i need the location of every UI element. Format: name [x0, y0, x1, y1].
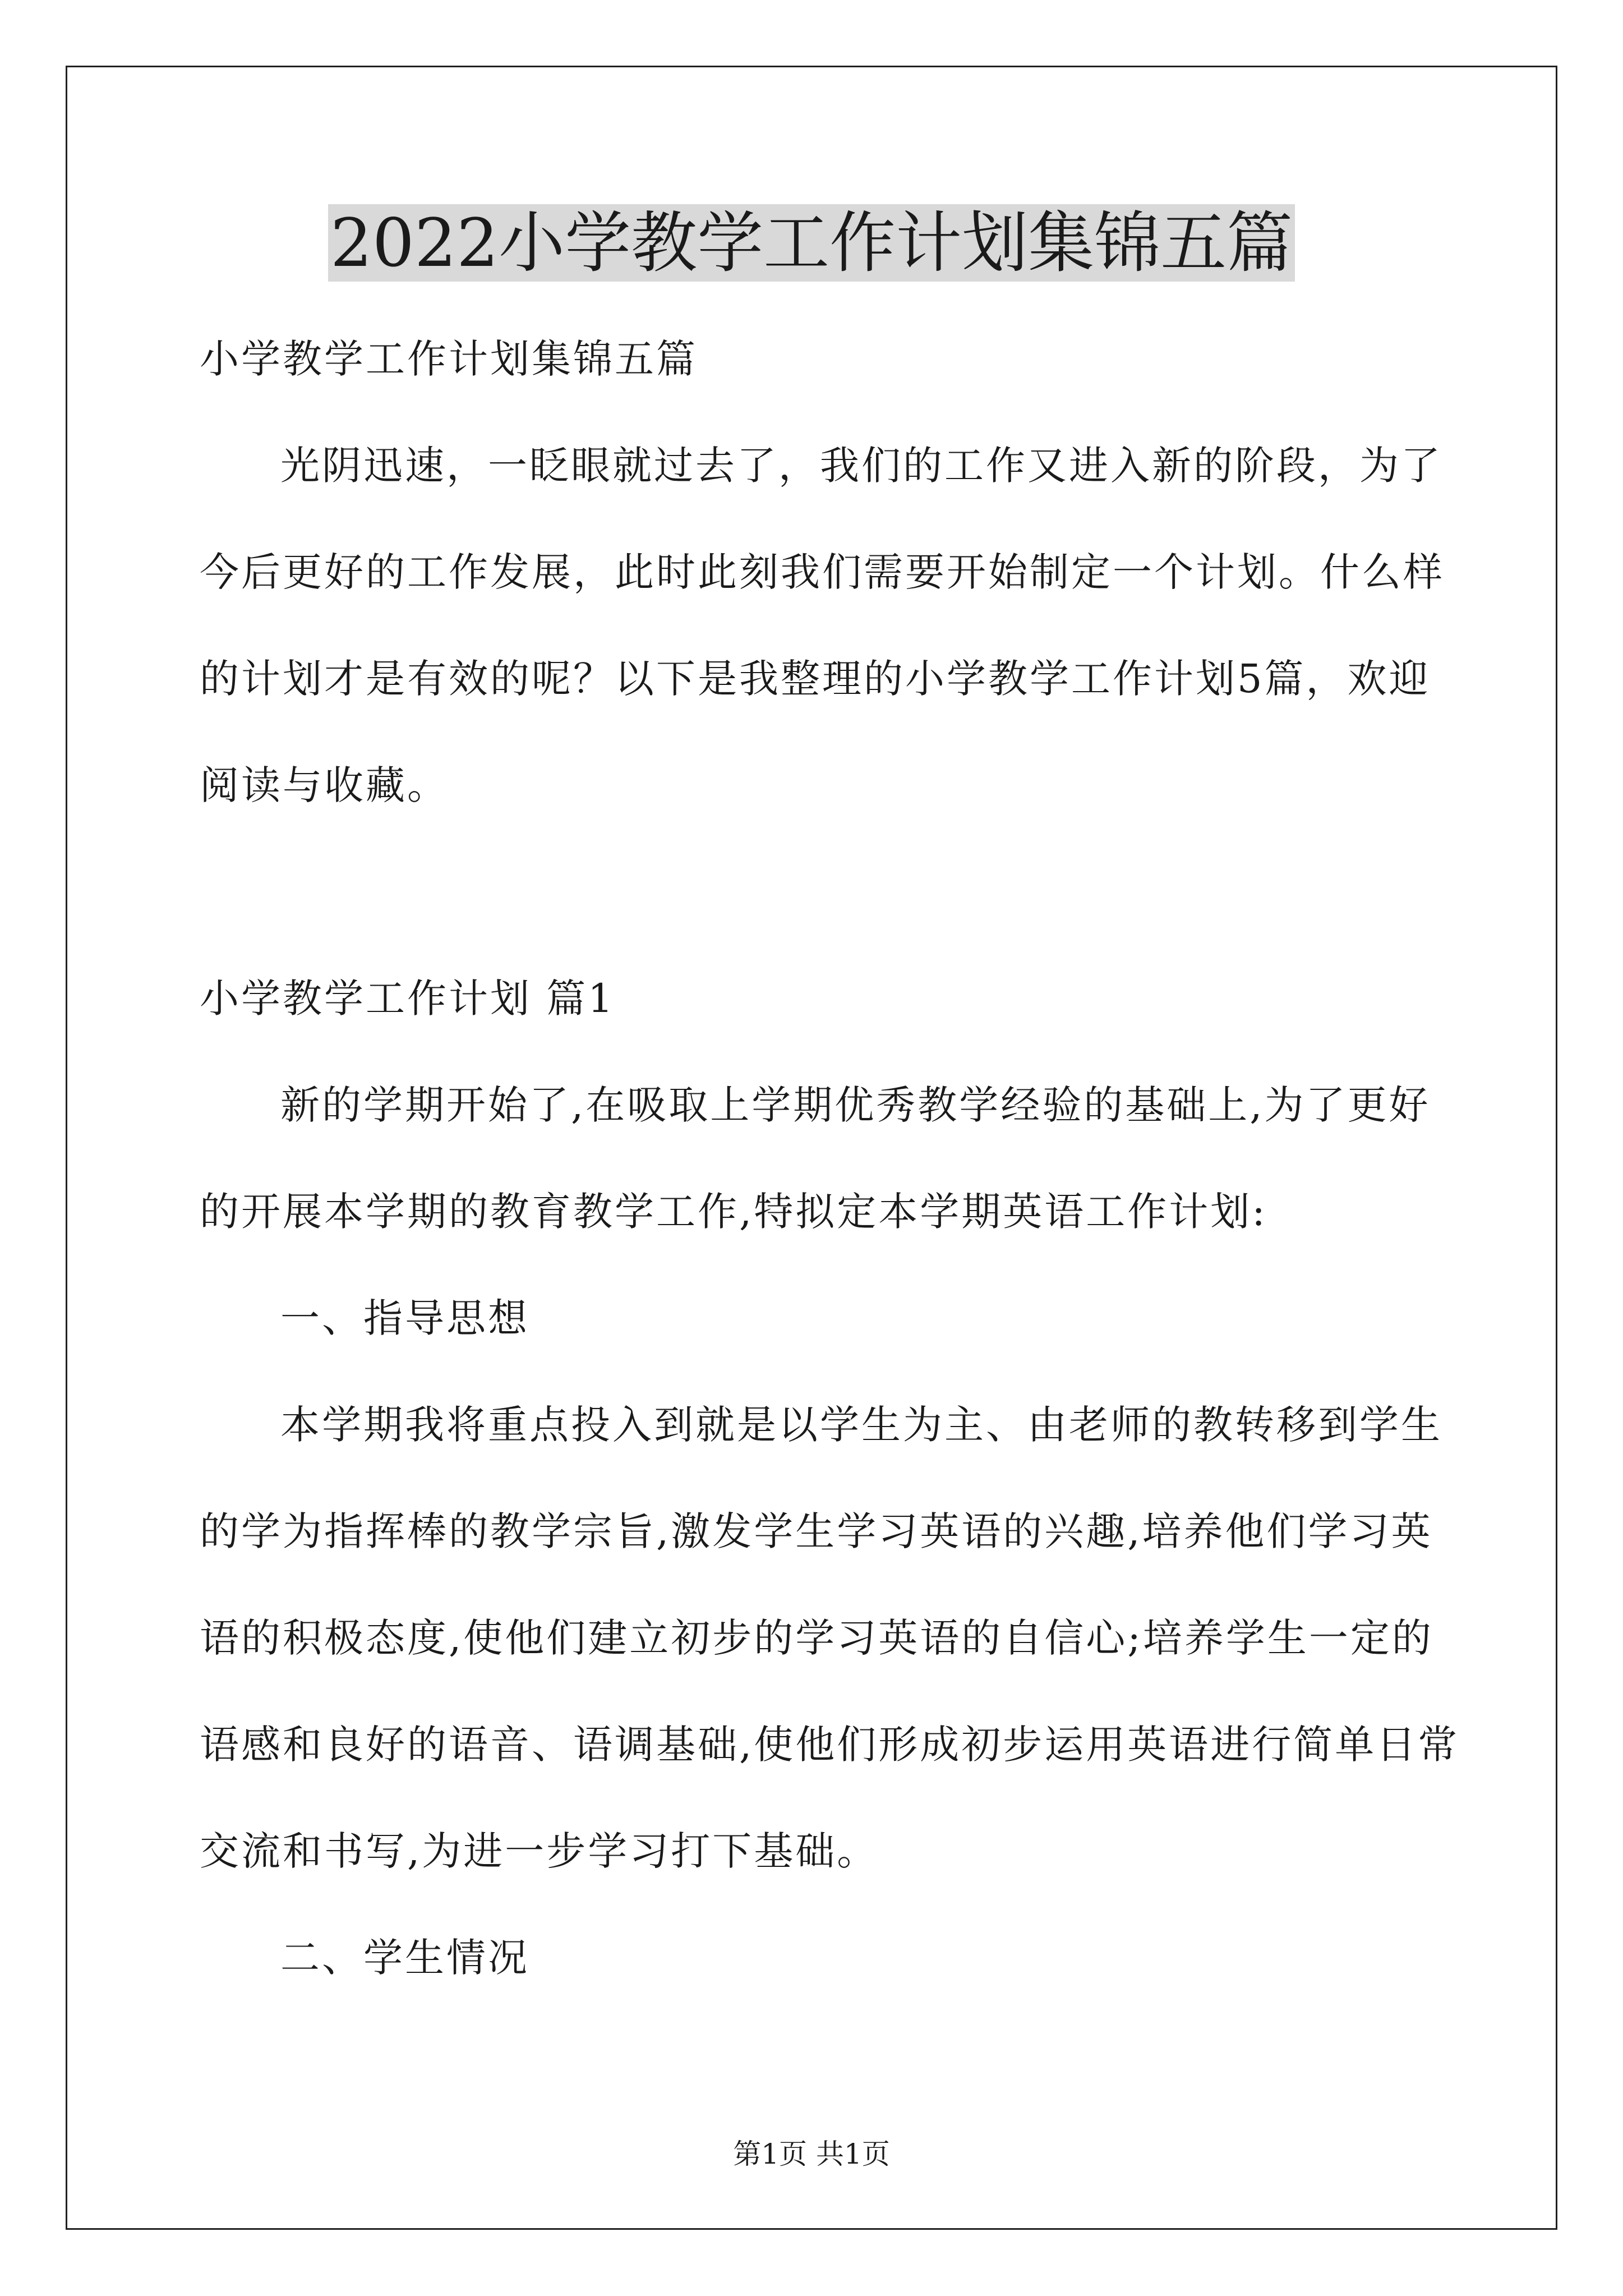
body-line: 阅读与收藏。 [200, 762, 449, 808]
body-line: 的学为指挥棒的教学宗旨,激发学生学习英语的兴趣,培养他们学习英 [200, 1508, 1433, 1554]
body-line: 交流和书写,为进一步学习打下基础。 [200, 1828, 879, 1874]
body-line: 语的积极态度,使他们建立初步的学习英语的自信心;培养学生一定的 [200, 1615, 1433, 1661]
document-title-text: 2022小学教学工作计划集锦五篇 [328, 204, 1295, 282]
body-line: 光阴迅速，一眨眼就过去了，我们的工作又进入新的阶段，为了 [280, 443, 1442, 489]
body-line: 今后更好的工作发展，此时此刻我们需要开始制定一个计划。什么样 [200, 549, 1445, 595]
body-line: 小学教学工作计划集锦五篇 [200, 336, 698, 382]
document-body [200, 306, 1460, 2011]
body-line: 本学期我将重点投入到就是以学生为主、由老师的教转移到学生 [280, 1402, 1442, 1448]
section-heading: 小学教学工作计划 篇1 [200, 976, 615, 1022]
body-line: 的开展本学期的教育教学工作,特拟定本学期英语工作计划: [200, 1189, 1267, 1235]
subsection-heading: 一、指导思想 [280, 1295, 529, 1341]
page-footer [0, 2137, 1623, 2171]
body-line: 新的学期开始了,在吸取上学期优秀教学经验的基础上,为了更好 [280, 1082, 1431, 1128]
body-line: 的计划才是有效的呢？以下是我整理的小学教学工作计划5篇，欢迎 [200, 656, 1431, 702]
blank-line [200, 839, 1428, 945]
document-title [0, 201, 1623, 285]
subsection-heading: 二、学生情况 [280, 1935, 529, 1981]
body-line: 语感和良好的语音、语调基础,使他们形成初步运用英语进行简单日常 [200, 1722, 1460, 1768]
page-number: 第1页 共1页 [733, 2138, 890, 2170]
